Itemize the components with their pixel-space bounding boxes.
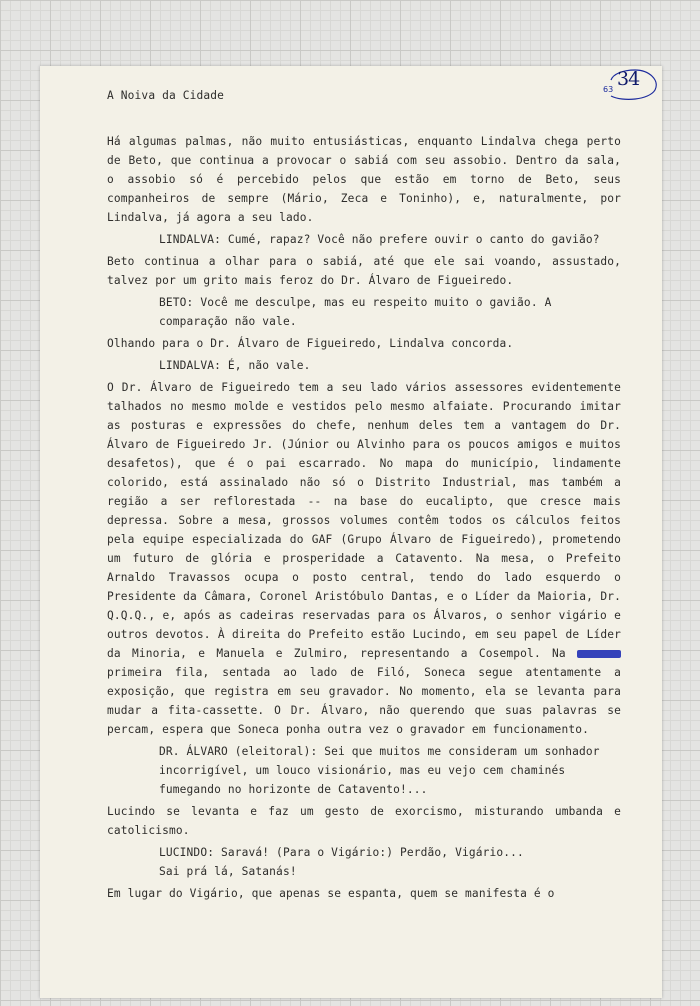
paragraph: Lucindo se levanta e faz um gesto de exorcismo, misturando umbanda e catolicismo.: [107, 805, 621, 837]
ink-marker-stroke: [577, 650, 621, 658]
paragraph: Há algumas palmas, não muito entusiásticas, enquanto Lindalva chega perto de Beto, que continua a provocar o sabiá com seu assobio. Dentro da sala, o assobio só é percebido pelos que estão em torno de Beto, seus companheiros de sempre (Mário, Zeca e Toninho), e, naturalmente, por Lindalva, já agora a seu lado.: [107, 135, 621, 224]
document-text: [107, 86, 621, 906]
dialogue-line: Sai prá lá, Satanás!: [159, 865, 297, 878]
paragraph: O Dr. Álvaro de Figueiredo tem a seu lado vários assessores evidentemente talhados no mesmo molde e vestidos pelo mesmo alfaiate. Procurando imitar as posturas e expressões do chefe, nenhum deles tem a vantagem do Dr. Álvaro de Figueiredo Jr. (Júnior ou Alvinho para os poucos amigos e muitos desafetos), que é o pai escarrado. No mapa do município, lindamente colorido, está assinalado não só o Distrito Industrial, mas também a região a ser reflorestada -- na base do eucalipto, que cresce mais depressa. Sobre a mesa, grossos volumes contêm todos os cálculos feitos pela equipe especializada do GAF (Grupo Álvaro de Figueiredo), prometendo um futuro de glória e prosperidade a Catavento. Na mesa, o Prefeito Arnaldo Travassos ocupa o posto central, tendo do lado esquerdo o Presidente da Câmara, Coronel Aristóbulo Dantas, e o Líder da Maioria, Dr. Q.Q.Q., e, após as cadeiras reservadas para os Álvaros, o senhor vigário e outros devotos. À direita do Prefeito estão Lucindo, em seu papel de Líder da Minoria, e Manuela e Zulmiro, representando a Cosempol. Na primeira fila, sentada ao lado de Filó, Soneca segue atentamente a exposição, que registra em seu gravador. No momento, ela se levanta para mudar a fita-cassette. O Dr. Álvaro, não querendo que suas palavras se percam, espera que Soneca ponha outra vez o gravador em funcionamento.: [107, 381, 621, 736]
page-number: 63: [603, 85, 614, 94]
typewritten-page: [40, 66, 662, 998]
dialogue-line: LINDALVA: Cumé, rapaz? Você não prefere ouvir o canto do gavião?: [159, 233, 600, 246]
dialogue-line: LINDALVA: É, não vale.: [159, 359, 311, 372]
dialogue-line: LUCINDO: Saravá! (Para o Vigário:) Perdão, Vigário...: [159, 846, 524, 859]
document-title: A Noiva da Cidade: [107, 89, 225, 102]
dialogue-line: BETO: Você me desculpe, mas eu respeito muito o gavião. A comparação não vale.: [159, 296, 552, 328]
sheet-number: 34: [617, 68, 640, 90]
paragraph: Beto continua a olhar para o sabiá, até que ele sai voando, assustado, talvez por um grito mais feroz do Dr. Álvaro de Figueiredo.: [107, 255, 621, 287]
paragraph: Em lugar do Vigário, que apenas se espanta, quem se manifesta é o: [107, 887, 555, 900]
dialogue-line: DR. ÁLVARO (eleitoral): Sei que muitos me consideram um sonhador incorrigível, um louco visionário, mas eu vejo cem chaminés fumegando no horizonte de Catavento!...: [159, 745, 600, 796]
paragraph: Olhando para o Dr. Álvaro de Figueiredo, Lindalva concorda.: [107, 337, 514, 350]
